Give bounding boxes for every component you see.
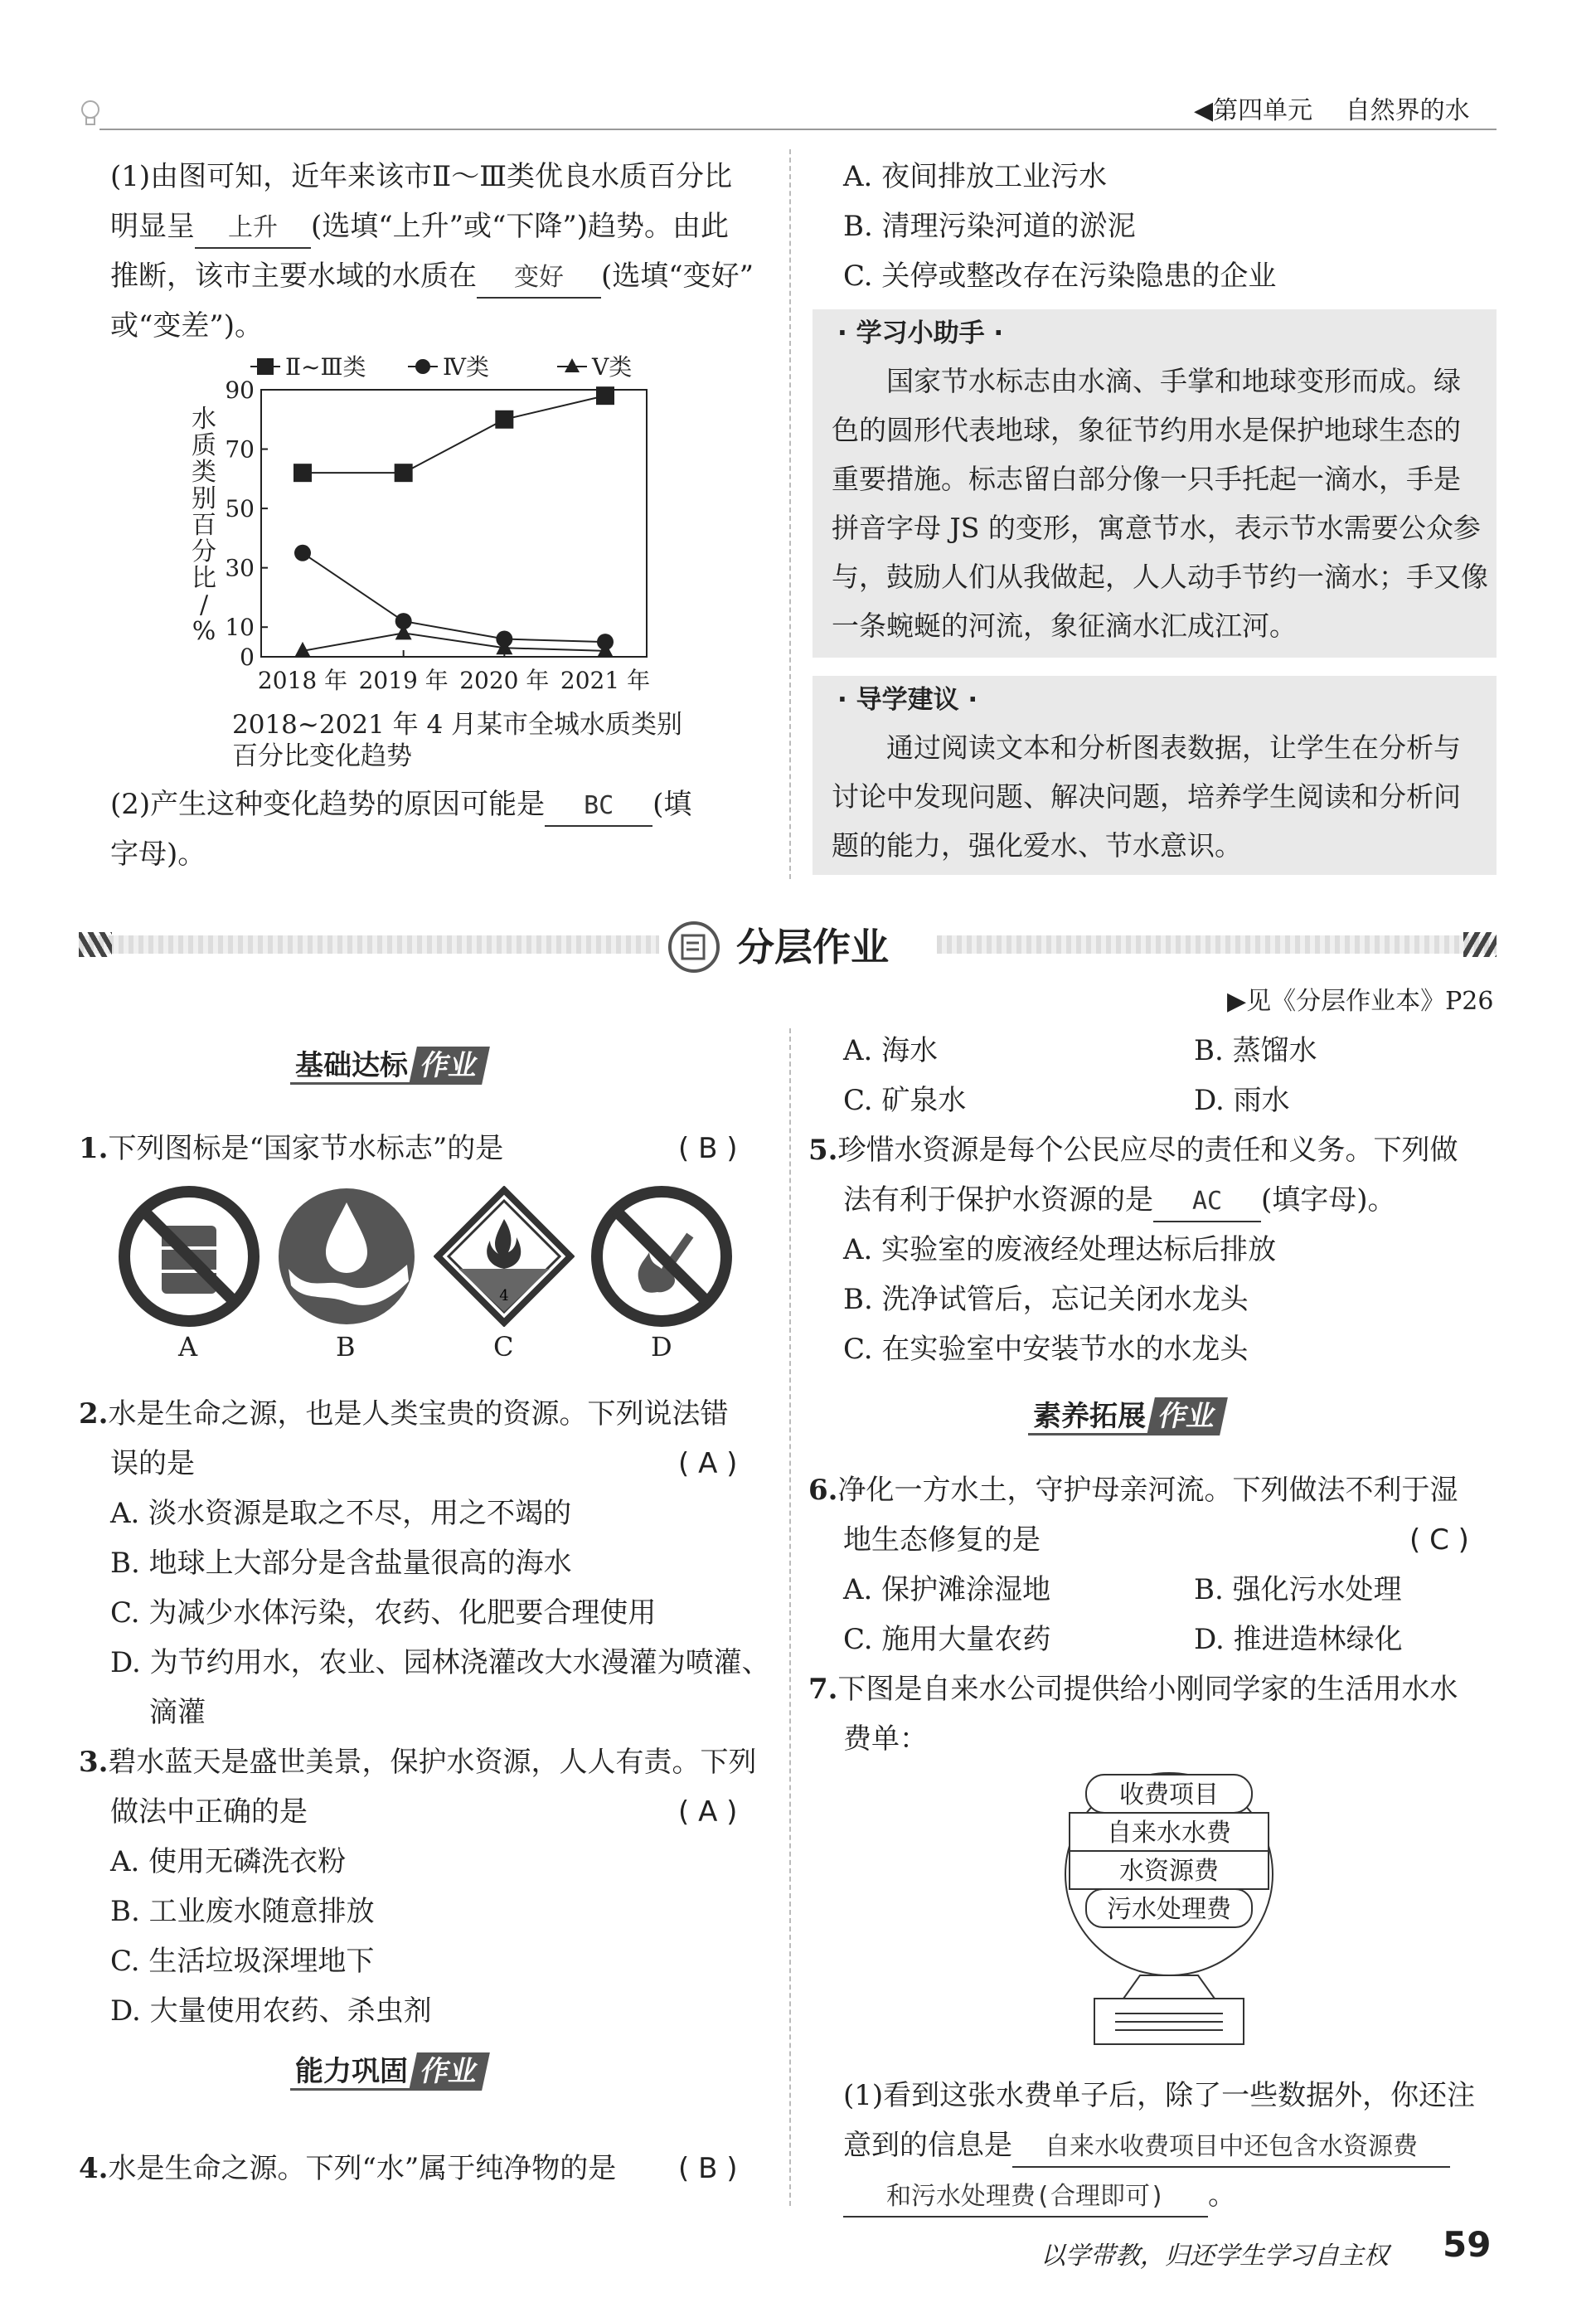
q2-line1: 2.水是生命之源，也是人类宝贵的资源。下列说法错 [79, 1397, 729, 1431]
answer-blank-reason: BC [545, 787, 652, 827]
guide-line: 讨论中发现问题、解决问题，培养学生阅读和分析问 [832, 780, 1461, 813]
section-stripe-right [937, 935, 1497, 954]
q2-answer: ( A ) [678, 1447, 738, 1480]
q2-opt-c: C. 为减少水体污染，农药、化肥要合理使用 [110, 1596, 657, 1630]
q1-text: 1.下列图标是“国家节水标志”的是 [79, 1132, 504, 1165]
q2-opt-d1: D. 为节约用水，农业、园林浇灌改大水漫灌为喷灌、 [110, 1646, 770, 1679]
legend-marker-triangle [565, 358, 580, 372]
q2-opt-a: A. 淡水资源是取之不尽，用之不竭的 [110, 1497, 572, 1530]
q1-label-a: A [178, 1331, 198, 1363]
q6-line2: 地生态修复的是 [843, 1523, 1041, 1557]
answer-blank-quality: 变好 [477, 259, 601, 299]
y-tick-label: 30 [225, 554, 255, 582]
series-line-0 [303, 396, 605, 473]
q1-label-d: D [651, 1331, 672, 1363]
legend-label: Ⅱ~Ⅲ类 [285, 353, 366, 381]
chart-ylabel-char: 百 [192, 511, 216, 540]
badge-basic-tag: 作业 [409, 1047, 490, 1085]
legend-marker-square [257, 358, 274, 375]
top-q1-line2: 明显呈 上升 (选填“上升”或“下降”)趋势。由此 [110, 202, 729, 251]
header-unit: ◀第四单元 自然界的水 [1194, 96, 1470, 125]
q4-opt-b: B. 蒸馏水 [1194, 1034, 1317, 1067]
guide-body [832, 723, 1487, 870]
q5-line1: 5.珍惜水资源是每个公民应尽的责任和义务。下列做 [808, 1134, 1458, 1167]
top-opt-b: B. 清理污染河道的淤泥 [843, 210, 1136, 243]
chart-ylabel-char: 质 [192, 431, 216, 460]
q4-text: 4.水是生命之源。下列“水”属于纯净物的是 [79, 2152, 617, 2185]
x-tick-label: 2019 年 [358, 667, 449, 694]
chart-ylabel-char: 水 [192, 405, 216, 434]
column-divider-top [789, 149, 791, 879]
badge-ability-tag: 作业 [409, 2052, 490, 2091]
q7-sub3: 和污水处理费(合理即可) 。 [843, 2170, 1236, 2220]
x-tick-label: 2021 年 [560, 667, 651, 694]
badge-ability [290, 2052, 486, 2091]
answer-blank-trend: 上升 [195, 209, 311, 249]
icon-option-c [434, 1186, 575, 1327]
section-slash-left [79, 932, 112, 957]
legend-label: Ⅴ类 [592, 353, 633, 381]
legend-label: Ⅳ类 [443, 353, 489, 381]
icon-option-b [276, 1186, 417, 1327]
data-point-square [293, 464, 312, 482]
helper-line: 拼音字母 JS 的变形，寓意节水，表示节水需要公众参 [832, 512, 1481, 544]
helper-line: 一条蜿蜒的河流，象征滴水汇成江河。 [832, 610, 1297, 642]
data-point-circle [294, 545, 311, 561]
no-oil-drum-icon [119, 1186, 260, 1327]
water-bill-diagram [1061, 1766, 1277, 2048]
y-tick-label: 0 [240, 644, 255, 671]
chart-ylabel-char: / [199, 590, 209, 619]
q4-opt-c: C. 矿泉水 [843, 1084, 967, 1117]
header-rule [99, 129, 1497, 130]
q3-opt-c: C. 生活垃圾深埋地下 [110, 1945, 375, 1978]
badge-ability-label: 能力巩固 [290, 2055, 413, 2091]
column-divider-bottom [789, 1028, 791, 2206]
chart-title-line1: 2018~2021 年 4 月某市全城水质类别 [232, 710, 683, 740]
chart-frame [261, 390, 647, 657]
q2-opt-b: B. 地球上大部分是含盐量很高的海水 [110, 1547, 572, 1580]
chart-ylabel-char: % [192, 617, 216, 646]
badge-extend [1028, 1397, 1224, 1435]
section-title: 分层作业 [736, 925, 889, 969]
top-q1-line4: 或“变差”)。 [110, 309, 264, 342]
y-tick-label: 70 [225, 435, 255, 464]
badge-extend-tag: 作业 [1147, 1397, 1228, 1435]
q4-opt-d: D. 雨水 [1194, 1084, 1290, 1117]
section-ref: ▶见《分层作业本》P26 [1227, 987, 1494, 1016]
q6-line1: 6.净化一方水土，守护母亲河流。下列做法不利于湿 [808, 1474, 1458, 1507]
data-point-square [495, 410, 513, 429]
section-book-icon [667, 921, 720, 974]
section-slash-right [1463, 932, 1497, 957]
helper-line: 重要措施。标志留白部分像一只手托起一滴水，手是 [832, 463, 1461, 495]
top-q2-line1: (2)产生这种变化趋势的原因可能是 BC (填 [110, 780, 691, 829]
guide-title: · 导学建议 · [837, 685, 978, 715]
header-bulb-icon [80, 100, 101, 128]
top-q1-line1: (1)由图可知，近年来该市Ⅱ～Ⅲ类优良水质百分比 [110, 160, 733, 193]
y-tick-label: 90 [225, 376, 255, 404]
guide-line: 题的能力，强化爱水、节水意识。 [832, 829, 1242, 862]
q3-answer: ( A ) [678, 1795, 738, 1829]
flammable-hazard-icon [434, 1186, 575, 1327]
bill-item: 自来水水费 [1107, 1819, 1231, 1848]
q6-opt-d: D. 推进造林绿化 [1194, 1623, 1403, 1656]
no-fire-icon [591, 1186, 732, 1327]
q2-opt-d2: 滴灌 [149, 1696, 206, 1729]
helper-line: 与，鼓励人们从我做起，人人动手节约一滴水；手又像 [832, 561, 1488, 593]
answer-blank-q7-a: 自来水收费项目中还包含水资源费 [1012, 2128, 1450, 2168]
badge-basic [290, 1047, 486, 1085]
y-tick-label: 10 [225, 614, 255, 642]
chart-title [232, 709, 682, 772]
badge-basic-label: 基础达标 [290, 1049, 413, 1085]
q1-label-c: C [493, 1331, 514, 1363]
helper-body [832, 357, 1487, 650]
q4-answer: ( B ) [678, 2152, 738, 2185]
q3-line2: 做法中正确的是 [110, 1795, 308, 1829]
bill-item-header: 收费项目 [1119, 1780, 1219, 1810]
hazard-class-number: 4 [499, 1287, 509, 1304]
legend-marker-circle [415, 359, 430, 374]
guide-line: 通过阅读文本和分析图表数据，让学生在分析与 [886, 731, 1461, 764]
q4-opt-a: A. 海水 [843, 1034, 939, 1067]
x-tick-label: 2018 年 [257, 667, 348, 694]
chart-ylabel-char: 比 [192, 564, 216, 593]
water-saving-icon [276, 1186, 417, 1327]
top-q1-line3: 推断，该市主要水域的水质在 变好 (选填“变好” [110, 251, 754, 301]
bill-item: 污水处理费 [1107, 1895, 1231, 1924]
bill-item: 水资源费 [1119, 1857, 1219, 1886]
q1-answer: ( B ) [678, 1132, 738, 1165]
top-opt-a: A. 夜间排放工业污水 [843, 160, 1108, 193]
q7-line1: 7.下图是自来水公司提供给小刚同学家的生活用水水 [808, 1673, 1458, 1706]
data-point-square [596, 386, 614, 405]
section-stripe-left [79, 935, 659, 954]
x-tick-label: 2020 年 [459, 667, 550, 694]
data-point-square [395, 464, 413, 482]
icon-option-d [591, 1186, 732, 1327]
page-number: 59 [1443, 2224, 1492, 2265]
top-q2-line2: 字母)。 [110, 838, 206, 871]
q5-opt-a: A. 实验室的废液经处理达标后排放 [843, 1233, 1277, 1266]
q6-opt-b: B. 强化污水处理 [1194, 1573, 1402, 1606]
q6-opt-a: A. 保护滩涂湿地 [843, 1573, 1051, 1606]
chart-ylabel-char: 别 [192, 484, 216, 513]
chart-ylabel-char: 类 [192, 458, 216, 487]
q7-sub1: (1)看到这张水费单子后，除了一些数据外，你还注 [843, 2079, 1476, 2112]
q5-opt-c: C. 在实验室中安装节水的水龙头 [843, 1333, 1249, 1366]
header-chapter: 自然界的水 [1345, 96, 1470, 125]
helper-title: · 学习小助手 · [837, 318, 1004, 348]
top-opt-c: C. 关停或整改存在污染隐患的企业 [843, 260, 1277, 293]
q7-line2: 费单： [843, 1722, 928, 1756]
q3-opt-b: B. 工业废水随意排放 [110, 1895, 375, 1928]
icon-option-a [119, 1186, 260, 1327]
chart-title-line2: 百分比变化趋势 [232, 741, 412, 771]
q7-sub2: 意到的信息是 自来水收费项目中还包含水资源费 [843, 2120, 1450, 2170]
q3-opt-d: D. 大量使用农药、杀虫剂 [110, 1994, 432, 2028]
chart-ylabel [189, 406, 219, 645]
badge-extend-label: 素养拓展 [1028, 1400, 1151, 1435]
q5-line2: 法有利于保护水资源的是 AC (填字母)。 [843, 1175, 1396, 1225]
q5-opt-b: B. 洗净试管后，忘记关闭水龙头 [843, 1283, 1249, 1316]
q3-line1: 3.碧水蓝天是盛世美景，保护水资源，人人有责。下列 [79, 1746, 757, 1779]
series-line-1 [303, 553, 605, 642]
q6-opt-c: C. 施用大量农药 [843, 1623, 1051, 1656]
bill-svg [1061, 1766, 1277, 2048]
helper-line: 色的圆形代表地球，象征节约用水是保护地球生态的 [832, 414, 1461, 446]
q3-opt-a: A. 使用无磷洗衣粉 [110, 1845, 347, 1878]
helper-line: 国家节水标志由水滴、手掌和地球变形而成。绿 [886, 365, 1461, 397]
q1-label-b: B [336, 1331, 356, 1363]
answer-blank-q5: AC [1153, 1183, 1261, 1222]
y-tick-label: 50 [225, 495, 255, 523]
series-line-2 [303, 633, 605, 650]
footer-slogan: 以学带教，归还学生学习自主权 [1041, 2242, 1389, 2271]
answer-blank-q7-b: 和污水处理费(合理即可) [843, 2178, 1208, 2218]
chart-ylabel-char: 分 [192, 537, 216, 566]
q2-line2: 误的是 [110, 1447, 195, 1480]
q6-answer: ( C ) [1409, 1523, 1469, 1557]
